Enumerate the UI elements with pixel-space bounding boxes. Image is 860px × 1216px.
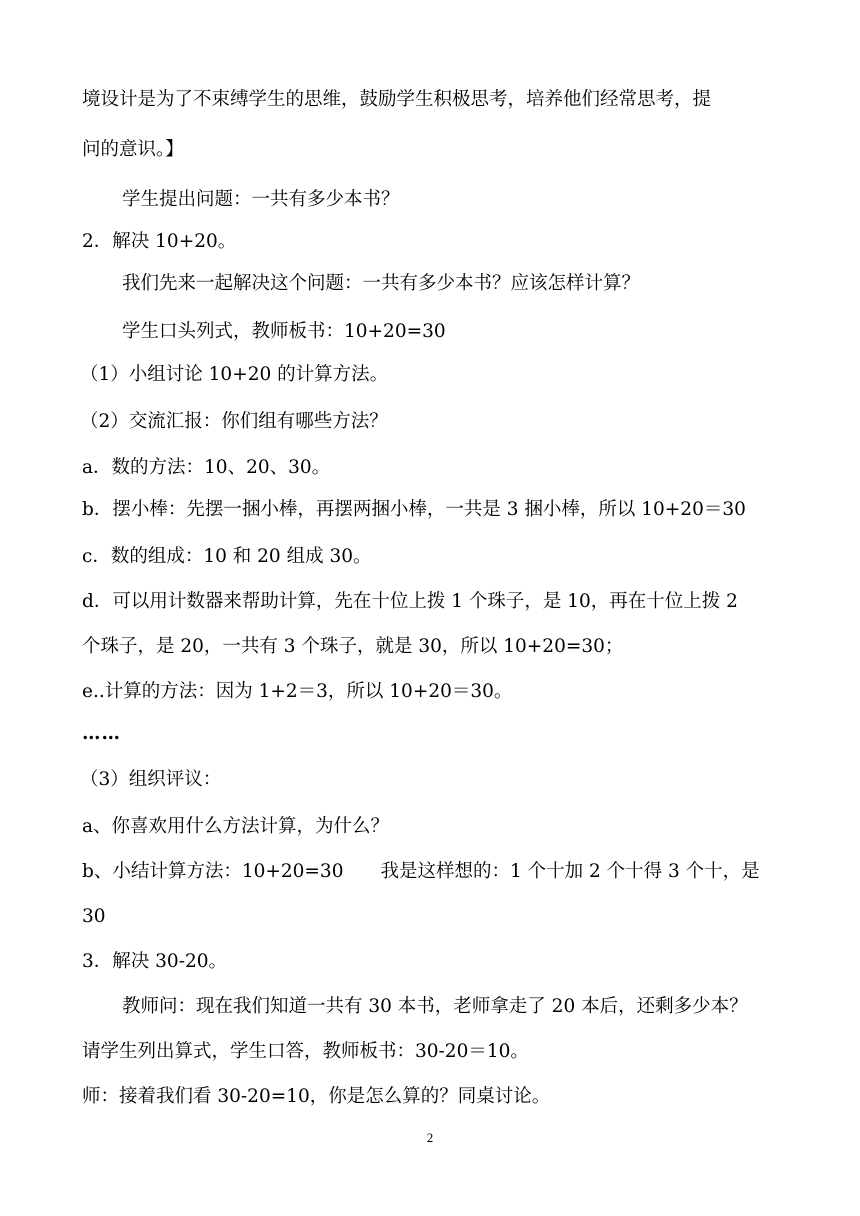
text-line-6: 学生口头列式，教师板书：10+20=30 — [122, 321, 446, 342]
text-line-18: b、小结计算方法：10+20=30 我是这样想的：1 个十加 2 个十得 3 个十，是 — [82, 861, 760, 882]
text-line-19: 30 — [82, 906, 106, 927]
text-line-5: 我们先来一起解决这个问题：一共有多少本书？应该怎样计算？ — [122, 273, 641, 294]
page-number: 2 — [426, 1130, 434, 1145]
text-line-11: c．数的组成：10 和 20 组成 30。 — [82, 546, 372, 567]
text-line-2: 问的意识。】 — [82, 139, 184, 160]
text-line-23: 师：接着我们看 30-20=10，你是怎么算的？同桌讨论。 — [82, 1086, 551, 1107]
text-line-3: 学生提出问题：一共有多少本书？ — [122, 189, 400, 210]
text-line-22: 请学生列出算式，学生口答，教师板书：30-20＝10。 — [82, 1041, 529, 1062]
text-line-16: （3）组织评议： — [80, 769, 222, 790]
section-heading-2: 2．解决 10+20。 — [82, 231, 237, 252]
text-line-21: 教师问：现在我们知道一共有 30 本书，老师拿走了 20 本后，还剩多少本？ — [122, 996, 748, 1017]
text-line-17: a、你喜欢用什么方法计算，为什么？ — [82, 816, 390, 837]
text-line-10: b．摆小棒：先摆一捆小棒，再摆两捆小棒，一共是 3 捆小棒，所以 10+20＝30 — [82, 499, 746, 520]
ellipsis-line: …… — [82, 723, 121, 744]
text-line-1: 境设计是为了不束缚学生的思维，鼓励学生积极思考，培养他们经常思考，提 — [82, 89, 712, 110]
text-line-7: （1）小组讨论 10+20 的计算方法。 — [80, 364, 389, 385]
section-heading-3: 3．解决 30-20。 — [82, 951, 227, 972]
text-line-8: （2）交流汇报：你们组有哪些方法？ — [80, 411, 388, 432]
text-line-12: d．可以用计数器来帮助计算，先在十位上拨 1 个珠子，是 10，再在十位上拨 2 — [82, 591, 738, 612]
text-line-14: e..计算的方法：因为 1+2＝3，所以 10+20＝30。 — [82, 681, 513, 702]
text-line-13: 个珠子，是 20，一共有 3 个珠子，就是 30，所以 10+20=30； — [82, 636, 624, 657]
text-line-9: a．数的方法：10、20、30。 — [82, 457, 331, 478]
